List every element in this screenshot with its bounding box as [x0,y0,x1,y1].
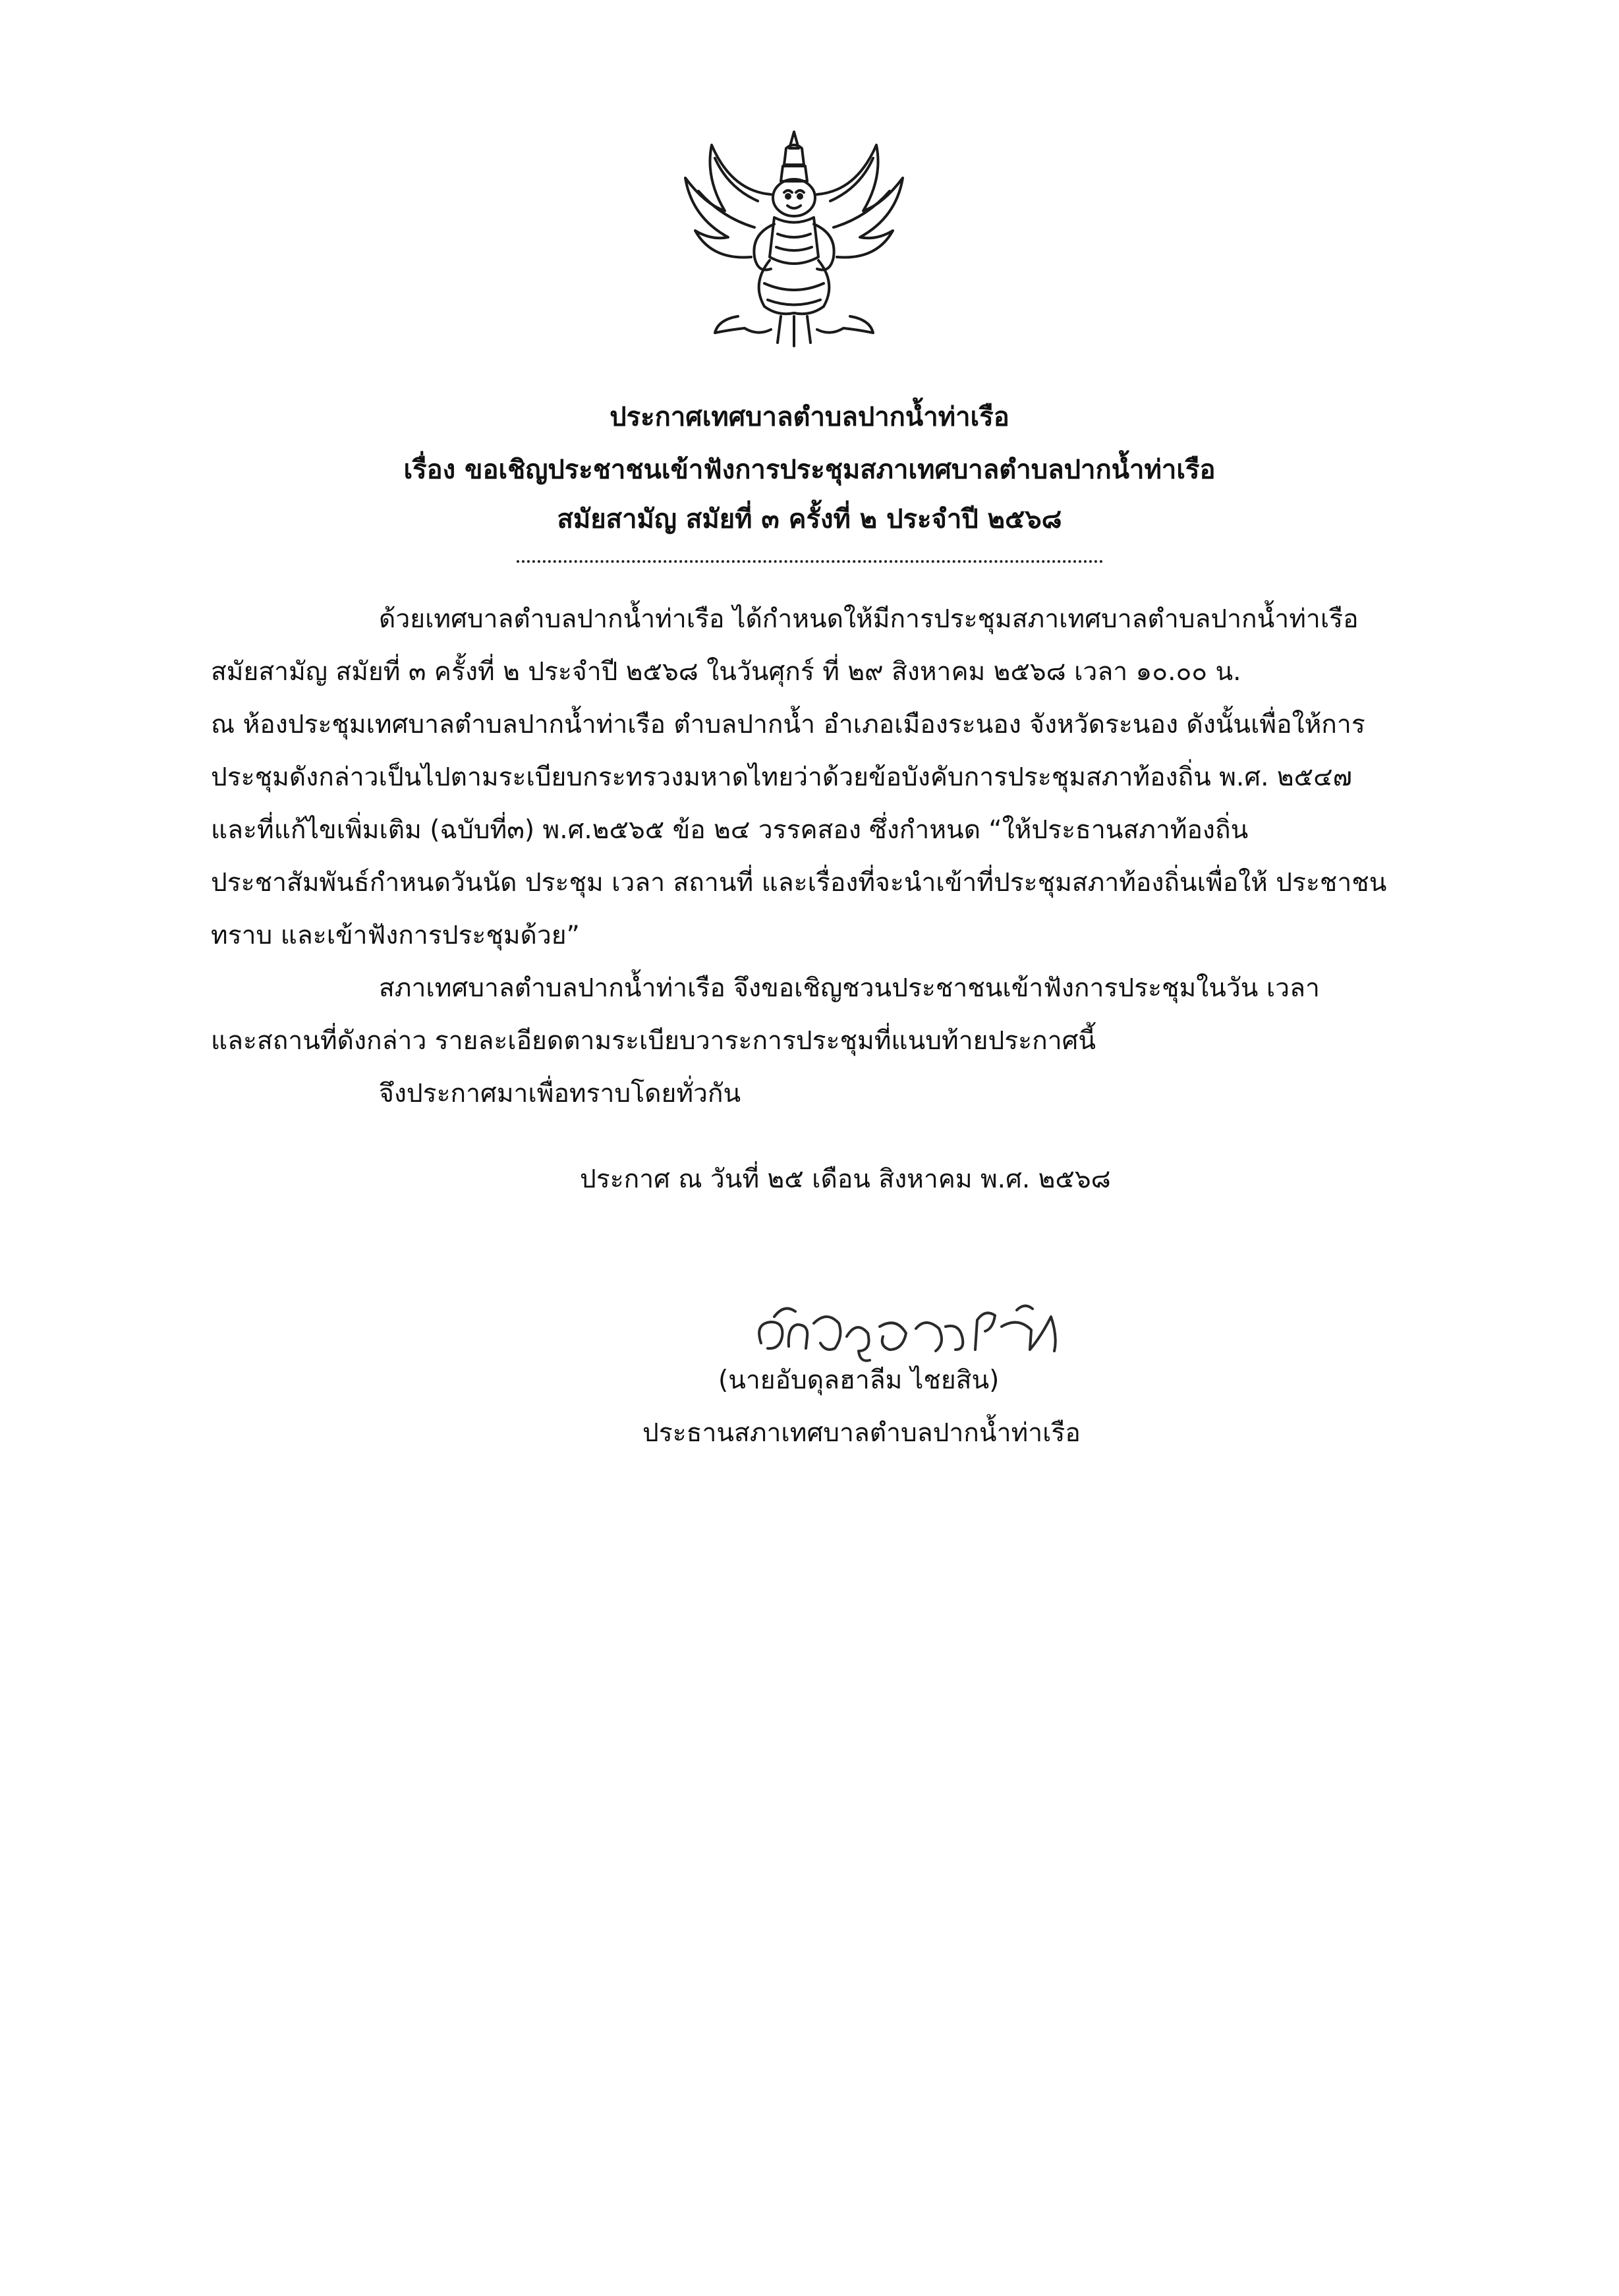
garuda-emblem-icon [666,119,923,359]
paragraph-1-line-7: ทราบ และเข้าฟังการประชุมด้วย” [211,921,580,950]
paragraph-1-line-1: ด้วยเทศบาลตำบลปากน้ำท่าเรือ ได้กำหนดให้มีการประชุมสภาเทศบาลตำบลปากน้ำท่าเรือ [379,604,1359,634]
paragraph-1-line-3: ณ ห้องประชุมเทศบาลตำบลปากน้ำท่าเรือ ตำบลปากน้ำ อำเภอเมืองระนอง จังหวัดระนอง ดังนั้นเพื่อให้การ [211,710,1365,739]
paragraph-1-line-5: และที่แก้ไขเพิ่มเติม (ฉบับที่๓) พ.ศ.๒๕๖๕ ข้อ ๒๔ วรรคสอง ซึ่งกำหนด “ให้ประธานสภาท้องถิ่น [211,815,1249,845]
separator-dotted-line [517,560,1103,563]
paragraph-2-line-2: และสถานที่ดังกล่าว รายละเอียดตามระเบียบวาระการประชุมที่แนบท้ายประกาศนี้ [211,1026,1096,1056]
announcement-date: ประกาศ ณ วันที่ ๒๕ เดือน สิงหาคม พ.ศ. ๒๕๖๘ [580,1164,1111,1194]
paragraph-1-line-4: ประชุมดังกล่าวเป็นไปตามระเบียบกระทรวงมหาดไทยว่าด้วยข้อบังคับการประชุมสภาท้องถิ่น พ.ศ. ๒๕๔๗ [211,762,1352,792]
closing-sentence: จึงประกาศมาเพื่อทราบโดยทั่วกัน [379,1079,741,1108]
paragraph-1-line-2: สมัยสามัญ สมัยที่ ๓ ครั้งที่ ๒ ประจำปี ๒๕๖๘ ในวันศุกร์ ที่ ๒๙ สิงหาคม ๒๕๖๘ เวลา ๑๐.๐๐ น. [211,657,1241,687]
announcement-subject: เรื่อง ขอเชิญประชาชนเข้าฟังการประชุมสภาเทศบาลตำบลปากน้ำท่าเรือ [403,455,1216,485]
announcement-title: ประกาศเทศบาลตำบลปากน้ำท่าเรือ [610,402,1009,432]
signatory-name: (นายอับดุลฮาลีม ไชยสิน) [718,1365,1000,1395]
handwritten-signature [748,1297,1071,1369]
paragraph-2-line-1: สภาเทศบาลตำบลปากน้ำท่าเรือ จึงขอเชิญชวนประชาชนเข้าฟังการประชุมในวัน เวลา [379,973,1320,1003]
announcement-session: สมัยสามัญ สมัยที่ ๓ ครั้งที่ ๒ ประจำปี ๒๕๖๘ [557,504,1062,534]
paragraph-1-line-6: ประชาสัมพันธ์กำหนดวันนัด ประชุม เวลา สถานที่ และเรื่องที่จะนำเข้าที่ประชุมสภาท้องถิ่นเพื่อให้ ประชาชน [211,868,1387,898]
signatory-position: ประธานสภาเทศบาลตำบลปากน้ำท่าเรือ [642,1418,1081,1448]
